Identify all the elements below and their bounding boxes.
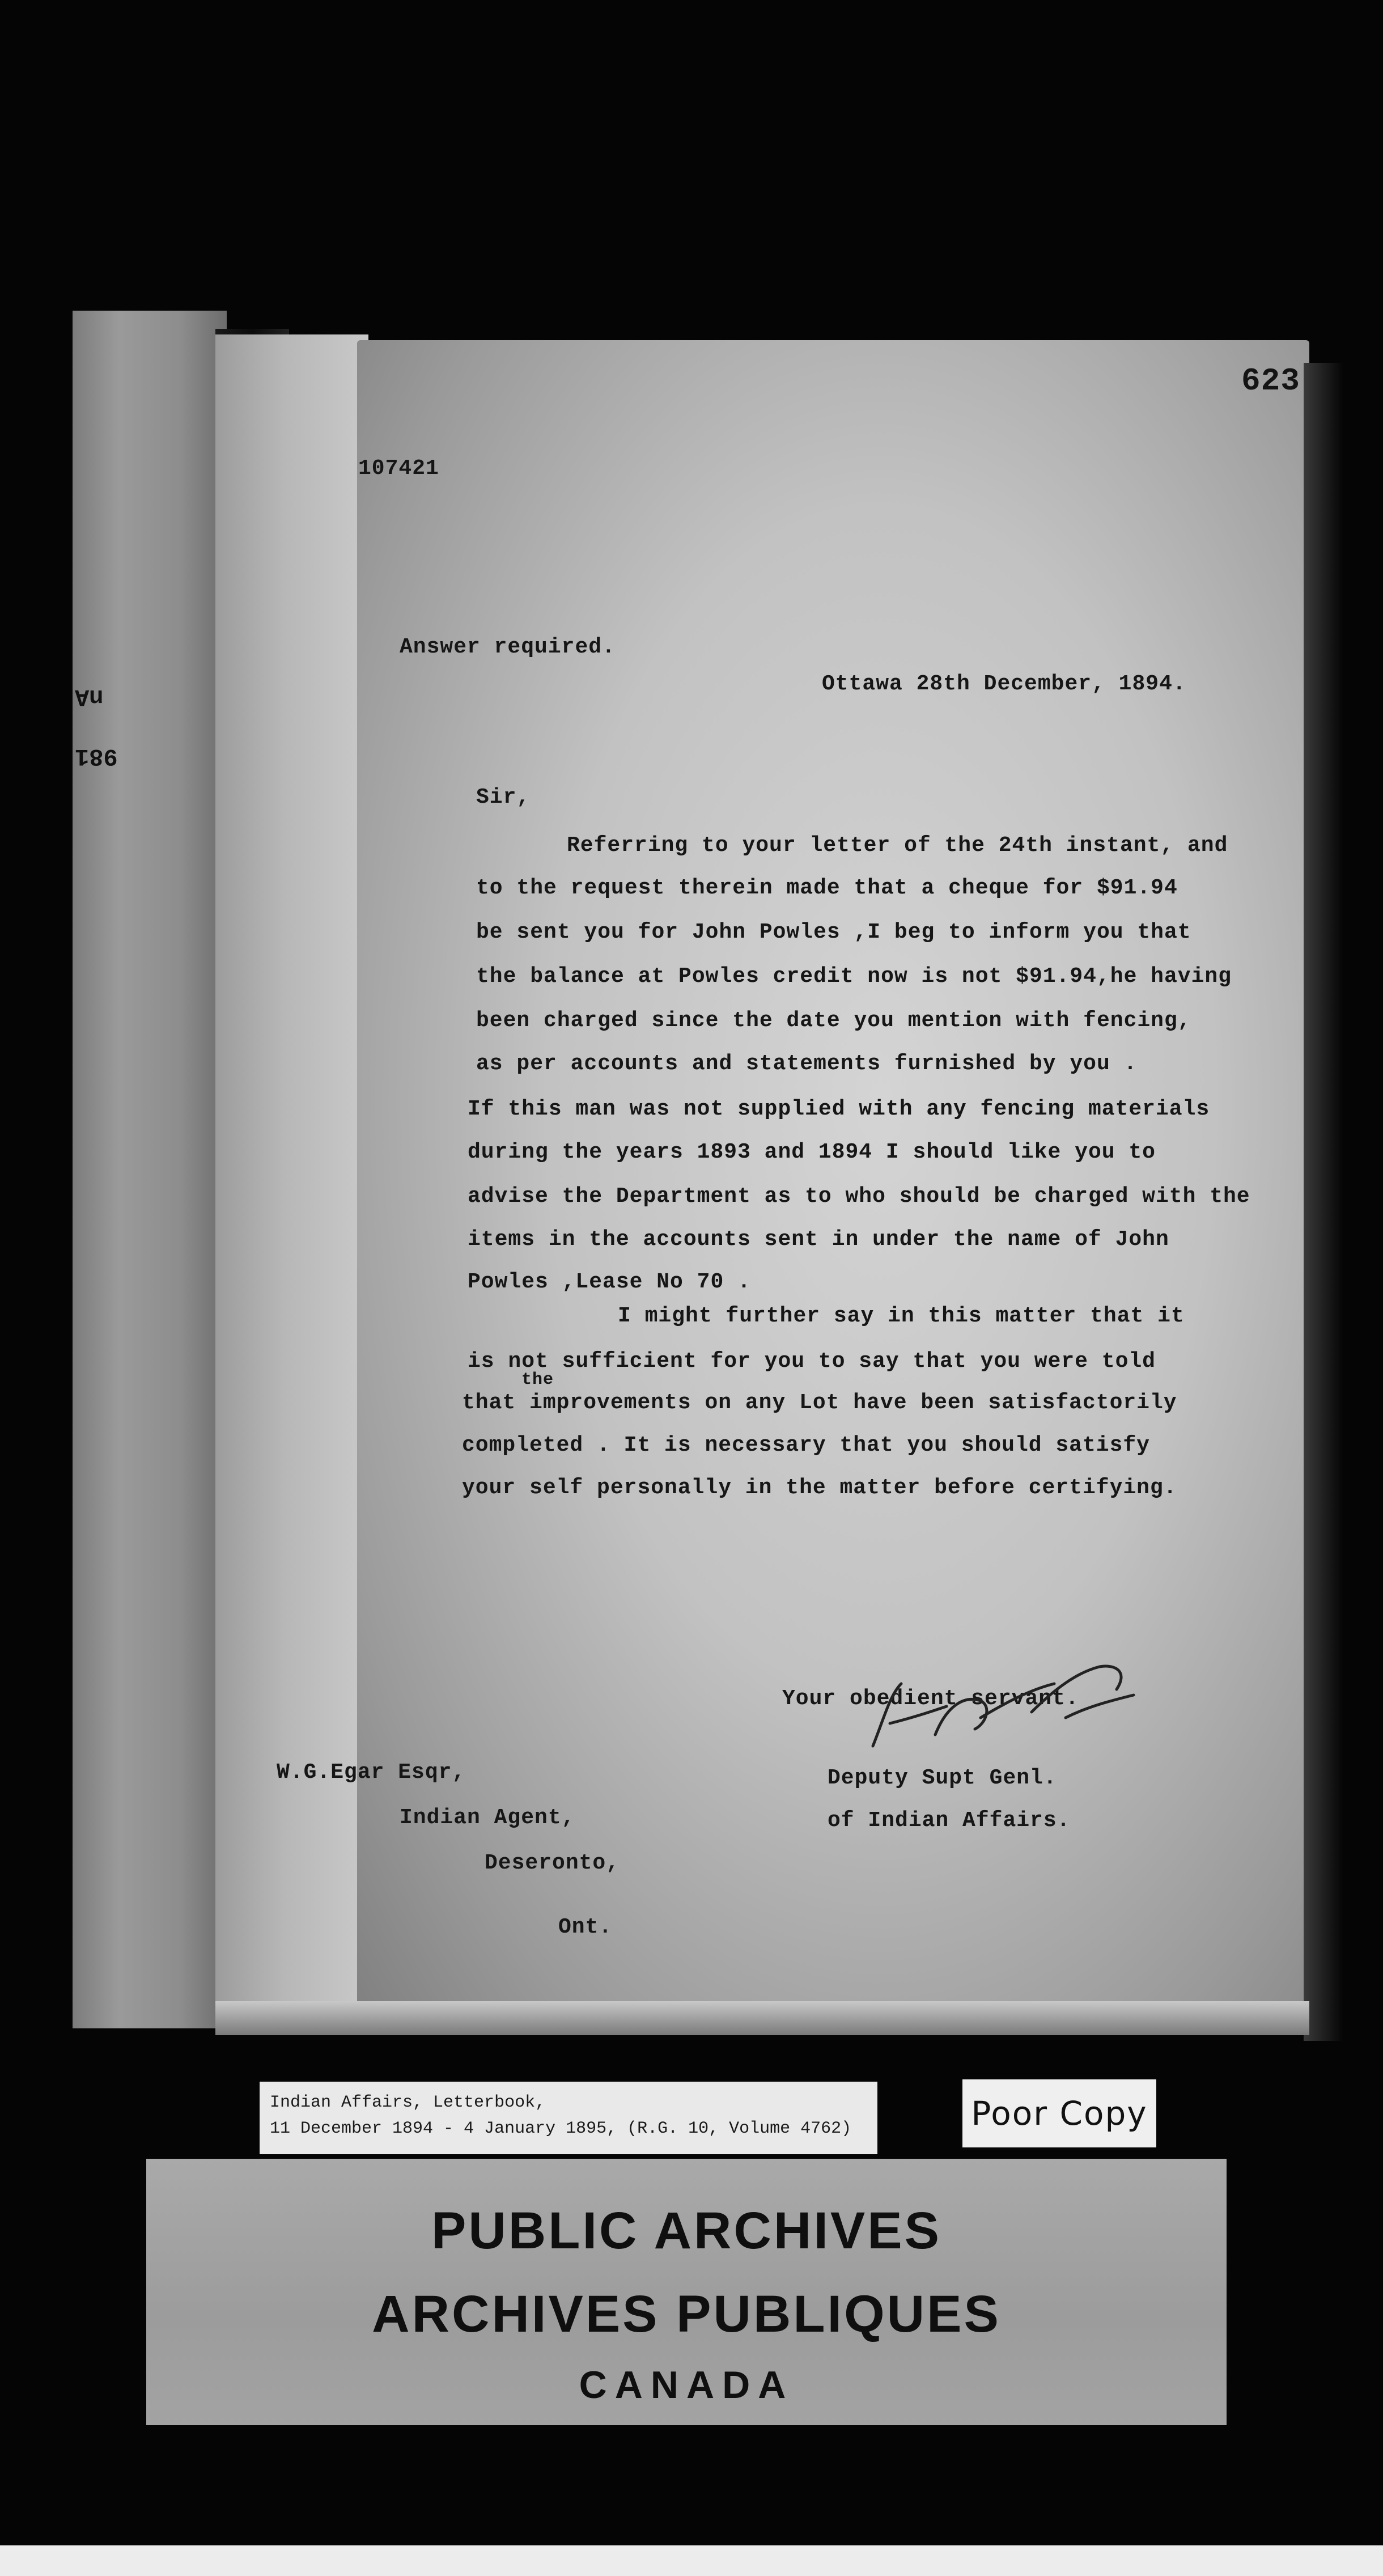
closing: Your obedient servant. xyxy=(782,1687,1079,1711)
body-line: your self personally in the matter before certifying. xyxy=(462,1476,1177,1500)
body-line: I might further say in this matter that it xyxy=(618,1304,1185,1328)
body-line: is not sufficient for you to say that you were told xyxy=(468,1349,1156,1374)
body-line: that improvements on any Lot have been satisfactorily xyxy=(462,1391,1177,1415)
archives-stamp-card xyxy=(146,2159,1227,2425)
adjacent-page-fragment: nA xyxy=(75,683,104,710)
quality-note-label: Poor Copy xyxy=(962,2079,1156,2147)
catalog-line: Indian Affairs, Letterbook, xyxy=(270,2093,546,2112)
scan-bottom-band xyxy=(0,2545,1383,2576)
interlinear-insert: the xyxy=(521,1370,554,1389)
archives-line-country: CANADA xyxy=(579,2363,794,2406)
catalog-label xyxy=(260,2082,877,2154)
signer-title: of Indian Affairs. xyxy=(828,1808,1071,1833)
handwritten-signature xyxy=(850,1650,1145,1763)
catalog-line: 11 December 1894 - 4 January 1895, (R.G. 10, Volume 4762) xyxy=(270,2119,852,2138)
salutation: Sir, xyxy=(476,785,531,810)
body-line: been charged since the date you mention with fencing, xyxy=(476,1009,1191,1033)
adjacent-page-fragment: 981 xyxy=(75,743,118,770)
body-line: Referring to your letter of the 24th instant, and xyxy=(567,833,1228,858)
signer-title: Deputy Supt Genl. xyxy=(828,1766,1057,1790)
body-line: If this man was not supplied with any fencing materials xyxy=(468,1097,1210,1121)
body-line: as per accounts and statements furnished by you . xyxy=(476,1052,1138,1076)
addressee-line: Deseronto, xyxy=(485,1851,620,1875)
body-line: to the request therein made that a cheque for $91.94 xyxy=(476,876,1178,900)
archives-line-english: PUBLIC ARCHIVES xyxy=(431,2202,941,2260)
body-line: items in the accounts sent in under the name of John xyxy=(468,1227,1169,1252)
archives-line-french: ARCHIVES PUBLIQUES xyxy=(372,2285,1001,2343)
body-line: Powles ,Lease No 70 . xyxy=(468,1270,751,1294)
page-bottom-edge xyxy=(215,2001,1309,2035)
body-line: the balance at Powles credit now is not $91.94,he having xyxy=(476,964,1232,989)
body-line: advise the Department as to who should be charged with the xyxy=(468,1184,1250,1209)
body-line: during the years 1893 and 1894 I should like you to xyxy=(468,1140,1156,1164)
body-line: completed . It is necessary that you should satisfy xyxy=(462,1433,1150,1458)
body-line: be sent you for John Powles ,I beg to inform you that xyxy=(476,920,1191,944)
date-line: Ottawa 28th December, 1894. xyxy=(822,672,1186,696)
addressee-name: W.G.Egar Esqr, xyxy=(277,1760,466,1785)
addressee-line: Indian Agent, xyxy=(400,1806,575,1830)
page-number: 623 xyxy=(1241,363,1300,399)
margin-note: Answer required. xyxy=(400,635,616,659)
file-number: 107421 xyxy=(358,456,439,481)
addressee-line: Ont. xyxy=(558,1915,613,1939)
